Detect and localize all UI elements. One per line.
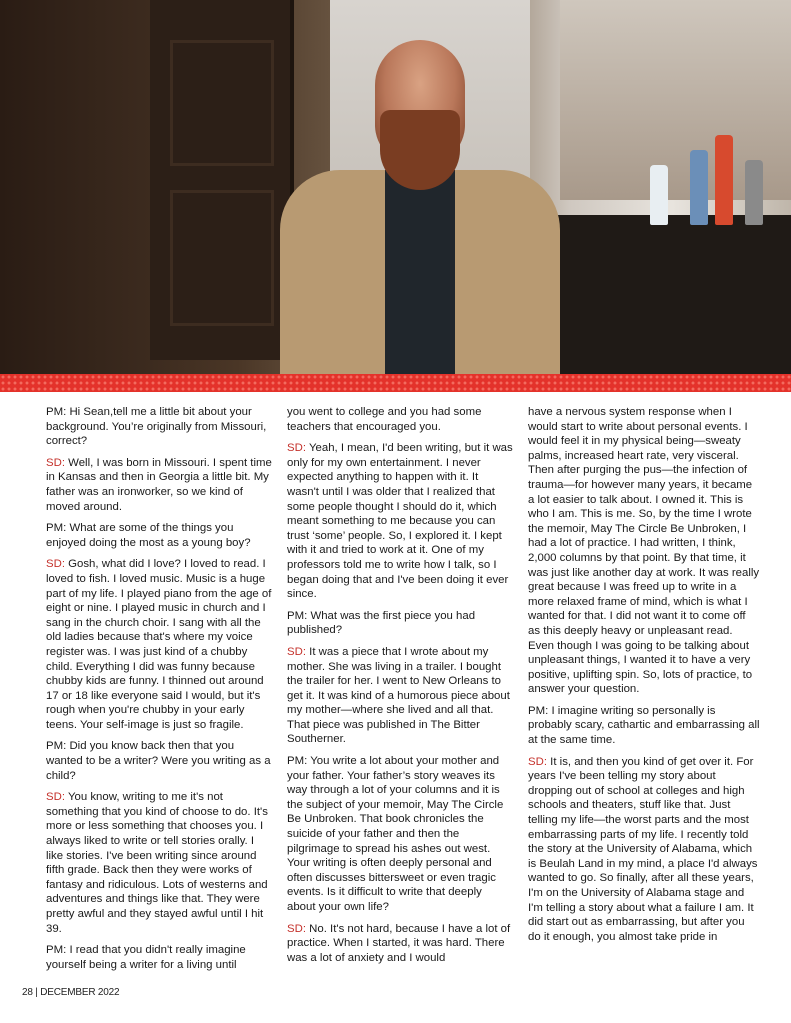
speaker-label: SD: [46,456,65,469]
beard [380,110,460,190]
paragraph-text: have a nervous system response when I would start to write about personal events. I would feel it in my physical being—sweaty palms, increased heart rate, very visceral. Then after purging the pus—the infection of trauma—for however many years, it became a lot easier to talk about. I owned it. This is who I am. This is me. So, by the time I wrote the memoir, May The Circle Be Unbroken, I had a lot of practice. I had written, I think, 2,000 columns by that point. By that time, it was just like another day at work. It was really great because I was freed up to write in a more relaxed frame of mind, which is what I wanted for that. I did not want it to come off as this deeply heavy or unpleasant read. Even though I was going to be talking about unpleasant things, I wanted it to have a very positive, uplifting spin. So, lots of practice, to answer your question. [528,406,760,696]
speaker-label: PM: [46,522,67,535]
speaker-label: SD: [287,442,306,455]
interview-paragraph [46,405,272,449]
interview-paragraph [287,645,513,747]
paragraph-text: you went to college and you had some teachers that encouraged you. [287,406,482,433]
interview-paragraph [46,790,272,936]
bottle [745,160,763,225]
bottle [650,165,668,225]
interview-paragraph [46,739,272,783]
paragraph-text: What was the first piece you had published? [287,609,476,637]
paragraph-text: Gosh, what did I love? I loved to read. I loved to fish. I loved music. Music is a huge part of my life. I played piano from the age of eight or nine. I played music in church and I sang in the church choir. I sang with all the old ladies because that's where my voice register was. I was just kind of a chubby child. Everything I did was funny because chubby kids are funny. I thinned out around 17 or 18 like everyone said I would, but it's rough when you're chubby in your early teens. Your self-image is just so fragile. [46,558,272,731]
paragraph-text: Hi Sean,tell me a little bit about your background. You’re originally from Missouri, correct? [46,406,267,448]
interview-paragraph [46,521,272,550]
speaker-label: SD: [528,755,547,768]
page-footer: 28 | DECEMBER 2022 [22,987,120,998]
speaker-label: PM: [46,740,67,753]
interview-paragraph [287,405,513,434]
paragraph-text: It was a piece that I wrote about my mother. She was living in a trailer. I bought the trailer for her. I went to New Orleans to get it. It was kind of a humorous piece about my mother—where she lived and all that. That piece was published in The Bitter Southerner. [287,645,510,746]
paragraph-text: Well, I was born in Missouri. I spent time in Kansas and then in Georgia a little bit. My father was an ironworker, so we kind of moved around. [46,456,272,513]
text-column-3 [528,405,760,951]
shirt [385,170,455,375]
paragraph-text: What are some of the things you enjoyed doing the most as a young boy? [46,522,251,549]
interview-paragraph [287,922,513,966]
interview-paragraph [46,557,272,732]
interview-paragraph [528,405,760,697]
portrait-photo [0,0,791,375]
speaker-label: PM: [46,406,67,418]
interview-paragraph [287,441,513,602]
speaker-label: PM: [528,704,549,717]
interview-paragraph [287,754,513,915]
interview-paragraph [528,755,760,945]
paragraph-text: Yeah, I mean, I'd been writing, but it was only for my own entertainment. I never expected anything to happen with it. It wasn't until I was older that I realized that some people thought I should do it, which meant something to me because you can trust ‘some’ people. So, I explored it. I kept with it and tried to work at it. One of my professors told me to write how I talk, so I began doing that and I've been doing it ever since. [287,442,513,601]
paragraph-text: I imagine writing so personally is probably scary, cathartic and embarrassing all at the same time. [528,704,760,747]
speaker-label: PM: [287,755,308,768]
accent-stripe [0,374,791,392]
man-seated [270,40,570,375]
speaker-label: SD: [287,922,306,935]
speaker-label: SD: [287,645,306,658]
speaker-label: PM: [46,944,67,957]
paragraph-text: Did you know back then that you wanted to be a writer? Were you writing as a child? [46,740,271,782]
bottle [715,135,733,225]
counter [540,215,791,375]
paragraph-text: No. It's not hard, because I have a lot of practice. When I started, it was hard. There was a lot of anxiety and I would [287,922,511,964]
interview-paragraph [46,456,272,514]
speaker-label: SD: [46,791,65,804]
interview-paragraph [287,609,513,638]
paragraph-text: It is, and then you kind of get over it. For years I've been telling my story about dropping out of school at colleges and high schools and theaters, stuff like that. Just telling my life—the worst parts and the most embarrassing parts of my life. I recently told the story at the University of Alabama, which is Beulah Land in my mind, a place I'd always wanted to go. So finally, after all these years, I'm on the University of Alabama stage and I'm telling a story about what a failure I am. It did start out as embarrassing, but after you do it enough, you almost take pride in [528,755,758,943]
text-column-2 [287,405,513,972]
speaker-label: SD: [46,558,65,571]
bottle [690,150,708,225]
paragraph-text: You know, writing to me it's not something that you kind of choose to do. It's more or less something that chooses you. I always liked to write or tell stories orally. I like stories. I've been writing since around fifth grade. Back then they were works of fantasy and ridiculous. Lots of westerns and adventures and things like that. They were pretty awful and they stayed awful until I hit 39. [46,791,268,935]
interview-paragraph [528,704,760,748]
interview-paragraph [46,943,272,972]
paragraph-text: You write a lot about your mother and your father. Your father’s story weaves its way through a lot of your columns and it is the subject of your memoir, May The Circle Be Unbroken. That book chronicles the suicide of your father and then the pilgrimage to spread his ashes out west. Your writing is often deeply personal and often discusses bittersweet or even tragic events. Is it difficult to write that deeply about your own life? [287,755,504,913]
paragraph-text: I read that you didn't really imagine yourself being a writer for a living until [46,944,246,971]
text-column-1 [46,405,272,979]
speaker-label: PM: [287,609,308,622]
